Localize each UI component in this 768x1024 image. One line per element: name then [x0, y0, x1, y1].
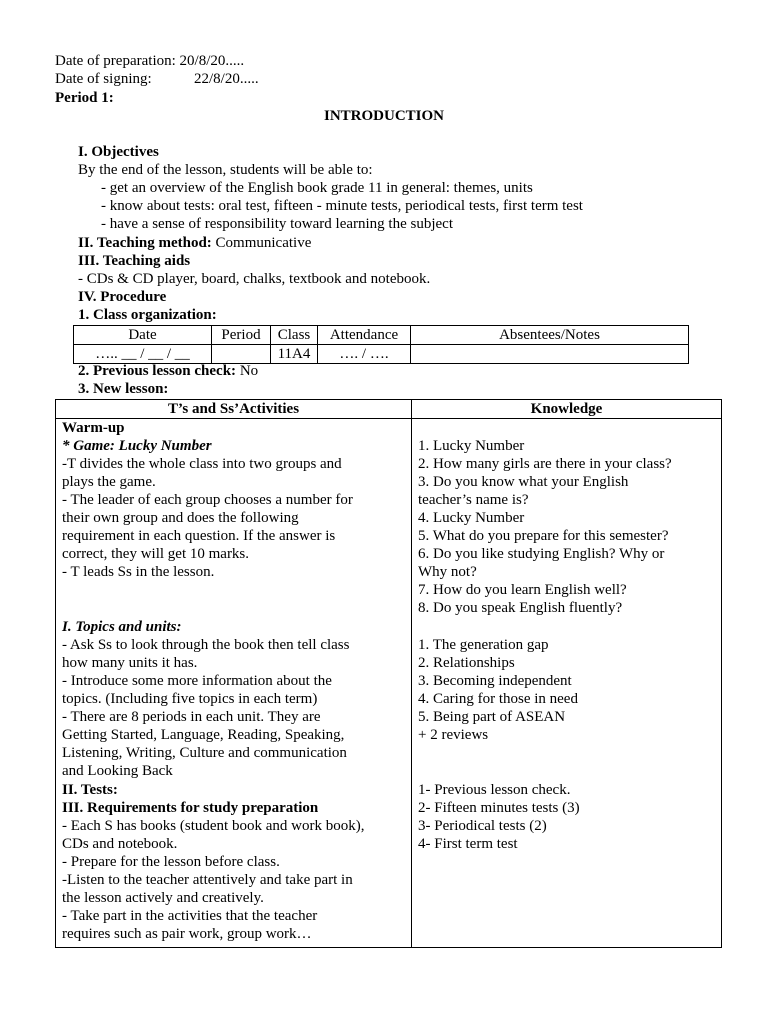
period-label: Period 1:	[55, 90, 114, 106]
activity-line: - Take part in the activities that the teacher	[62, 908, 318, 924]
knowledge-line: 8. Do you speak English fluently?	[418, 600, 623, 616]
topics-units-heading: I. Topics and units:	[62, 619, 182, 635]
activity-line: Getting Started, Language, Reading, Speaking,	[62, 727, 345, 743]
class-organization-heading: 1. Class organization:	[78, 307, 217, 323]
activity-line: their own group and does the following	[62, 510, 299, 526]
teaching-aids-heading: III. Teaching aids	[78, 253, 191, 269]
knowledge-line: 6. Do you like studying English? Why or	[418, 546, 665, 562]
knowledge-line: 5. Being part of ASEAN	[418, 709, 566, 725]
objective-item: - know about tests: oral test, fifteen - minute tests, periodical tests, first term test	[101, 198, 583, 214]
teaching-method-label: II. Teaching method:	[78, 235, 212, 251]
teaching-method-value: Communicative	[211, 235, 312, 251]
org-cell-absentees	[411, 345, 689, 364]
date-of-preparation: Date of preparation: 20/8/20.....	[55, 53, 245, 69]
activity-line: Listening, Writing, Culture and communication	[62, 745, 347, 761]
activity-line: - Ask Ss to look through the book then tell class	[62, 637, 350, 653]
knowledge-line: 2- Fifteen minutes tests (3)	[418, 800, 580, 816]
activity-line: -T divides the whole class into two groups and	[62, 456, 342, 472]
knowledge-line: 1. Lucky Number	[418, 438, 525, 454]
org-header-date: Date	[74, 326, 212, 345]
activity-line: requires such as pair work, group work…	[62, 926, 312, 942]
activity-line: CDs and notebook.	[62, 836, 178, 852]
knowledge-line: 2. How many girls are there in your class?	[418, 456, 672, 472]
warm-up-heading: Warm-up	[62, 420, 125, 436]
activities-cell	[56, 419, 412, 948]
org-header-class: Class	[271, 326, 318, 345]
org-cell-attendance: …. / ….	[318, 345, 411, 364]
org-header-period: Period	[212, 326, 271, 345]
objective-item: - get an overview of the English book grade 11 in general: themes, units	[101, 180, 533, 196]
activity-line: how many units it has.	[62, 655, 198, 671]
knowledge-line: 1. The generation gap	[418, 637, 549, 653]
requirements-heading: III. Requirements for study preparation	[62, 800, 319, 816]
activity-line: correct, they will get 10 marks.	[62, 546, 250, 562]
lesson-table-header-row	[56, 400, 722, 419]
knowledge-line: 2. Relationships	[418, 655, 515, 671]
knowledge-line: 4- First term test	[418, 836, 518, 852]
knowledge-line: 3. Becoming independent	[418, 673, 572, 689]
page-title: INTRODUCTION	[323, 108, 444, 124]
activity-line: plays the game.	[62, 474, 156, 490]
date-of-signing-value: 22/8/20.....	[194, 71, 259, 87]
game-heading: * Game: Lucky Number	[62, 438, 212, 454]
activity-line: - Prepare for the lesson before class.	[62, 854, 280, 870]
activity-line: the lesson actively and creatively.	[62, 890, 264, 906]
activity-line: - Introduce some more information about the	[62, 673, 332, 689]
tests-heading: II. Tests:	[62, 782, 118, 798]
previous-check-label: 2. Previous lesson check:	[78, 363, 237, 379]
knowledge-line: 4. Lucky Number	[418, 510, 525, 526]
date-of-signing-label: Date of signing:	[55, 71, 152, 87]
knowledge-line: + 2 reviews	[418, 727, 489, 743]
teaching-aids-text: - CDs & CD player, board, chalks, textbook and notebook.	[78, 271, 431, 287]
org-header-absentees: Absentees/Notes	[411, 326, 689, 345]
previous-check-value: No	[236, 363, 259, 379]
activity-line: and Looking Back	[62, 763, 173, 779]
objectives-intro: By the end of the lesson, students will be able to:	[78, 162, 373, 178]
knowledge-line: 1- Previous lesson check.	[418, 782, 571, 798]
knowledge-line: teacher’s name is?	[418, 492, 529, 508]
knowledge-line: 4. Caring for those in need	[418, 691, 578, 707]
activity-line: - Each S has books (student book and work book),	[62, 818, 365, 834]
activity-line: topics. (Including five topics in each term)	[62, 691, 318, 707]
objectives-heading: I. Objectives	[78, 144, 159, 160]
org-cell-date: ….. __ / __ / __	[74, 345, 212, 364]
class-organization-table	[73, 325, 689, 364]
objective-item: - have a sense of responsibility toward learning the subject	[101, 216, 453, 232]
activities-header: T’s and Ss’Activities	[56, 400, 412, 419]
lesson-activities-table	[55, 399, 722, 948]
procedure-heading: IV. Procedure	[78, 289, 167, 305]
activity-line: -Listen to the teacher attentively and take part in	[62, 872, 353, 888]
activity-line: requirement in each question. If the answer is	[62, 528, 336, 544]
lesson-table-body-row	[56, 419, 722, 948]
activity-line: - The leader of each group chooses a number for	[62, 492, 353, 508]
previous-lesson-check	[78, 362, 258, 380]
knowledge-cell	[412, 419, 722, 948]
knowledge-line: Why not?	[418, 564, 477, 580]
new-lesson-heading: 3. New lesson:	[78, 381, 169, 397]
knowledge-header: Knowledge	[412, 400, 722, 419]
org-cell-period	[212, 345, 271, 364]
teaching-method	[78, 234, 311, 252]
knowledge-line: 3. Do you know what your English	[418, 474, 629, 490]
org-table-header-row	[74, 326, 689, 345]
knowledge-line: 5. What do you prepare for this semester?	[418, 528, 669, 544]
activity-line: - There are 8 periods in each unit. They are	[62, 709, 321, 725]
org-header-attendance: Attendance	[318, 326, 411, 345]
org-cell-class: 11A4	[271, 345, 318, 364]
knowledge-line: 7. How do you learn English well?	[418, 582, 627, 598]
org-table-row	[74, 345, 689, 364]
knowledge-line: 3- Periodical tests (2)	[418, 818, 547, 834]
activity-line: - T leads Ss in the lesson.	[62, 564, 215, 580]
